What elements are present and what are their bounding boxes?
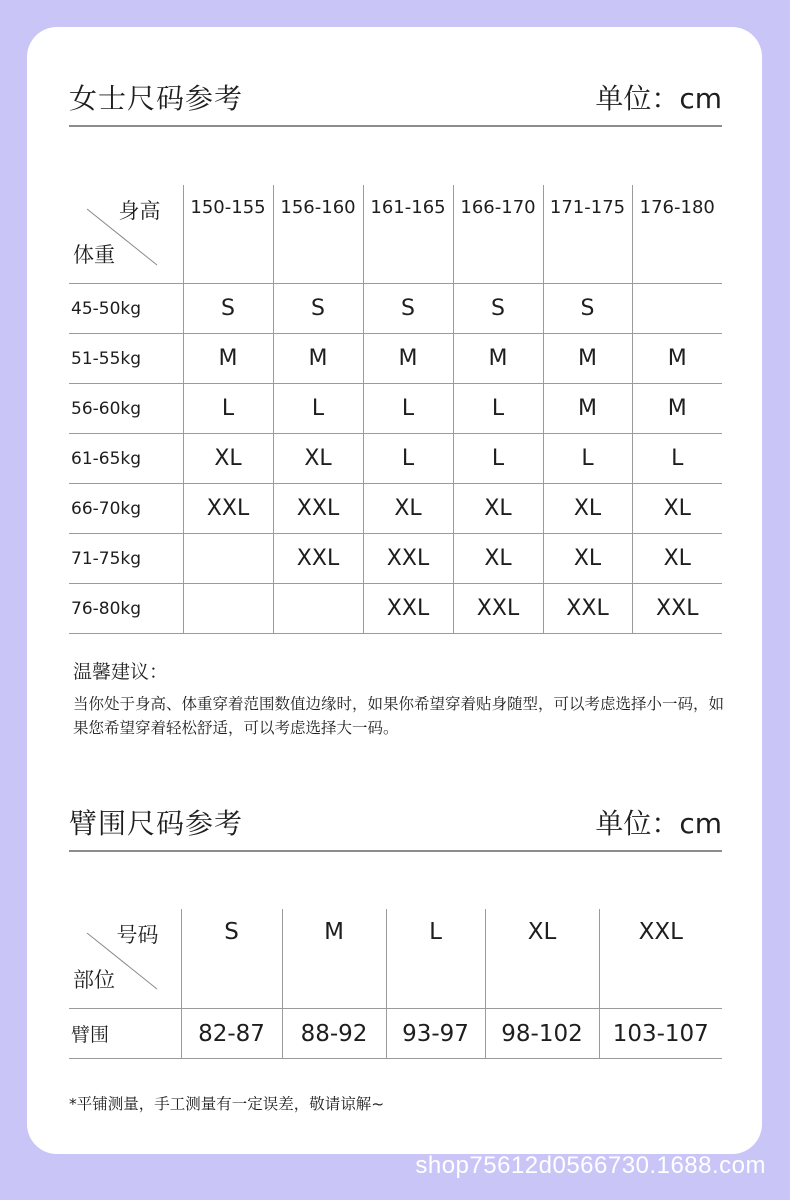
table-row xyxy=(69,584,722,634)
weight-label: 61-65kg xyxy=(69,434,183,484)
size-cell: L xyxy=(632,434,722,484)
size-cell: S xyxy=(453,284,543,334)
arm-size-header xyxy=(69,802,722,852)
arm-size-table xyxy=(69,909,722,1059)
arm-value-cell: 103-107 xyxy=(599,1009,722,1059)
tips-title: 温馨建议： xyxy=(73,661,169,683)
table-row xyxy=(69,1009,722,1059)
size-cell: XXL xyxy=(363,584,453,634)
height-header: 161-165 xyxy=(363,185,453,284)
table-row xyxy=(69,484,722,534)
size-cell: XL xyxy=(453,534,543,584)
size-cell: XL xyxy=(543,484,632,534)
size-cell: XL xyxy=(273,434,363,484)
arm-row-label: 臂围 xyxy=(69,1009,181,1059)
women-size-table xyxy=(69,185,722,634)
weight-label: 66-70kg xyxy=(69,484,183,534)
weight-label: 45-50kg xyxy=(69,284,183,334)
women-size-unit: 单位：cm xyxy=(595,82,722,115)
arm-size-title: 臂围尺码参考 xyxy=(69,807,244,840)
table-row xyxy=(69,334,722,384)
corner-size-label: 号码 xyxy=(116,923,159,947)
arm-size-section xyxy=(69,802,722,1047)
size-cell: S xyxy=(363,284,453,334)
women-size-section xyxy=(69,77,722,621)
weight-label: 56-60kg xyxy=(69,384,183,434)
size-cell: M xyxy=(543,384,632,434)
size-header: XXL xyxy=(599,909,722,1009)
corner-height-label: 身高 xyxy=(118,199,161,223)
size-cell: XL xyxy=(632,534,722,584)
size-cell: XXL xyxy=(453,584,543,634)
women-size-header xyxy=(69,77,722,127)
size-header: M xyxy=(282,909,386,1009)
arm-value-cell: 93-97 xyxy=(386,1009,485,1059)
size-cell: M xyxy=(363,334,453,384)
table-row xyxy=(69,384,722,434)
arm-value-cell: 88-92 xyxy=(282,1009,386,1059)
height-header: 156-160 xyxy=(273,185,363,284)
size-cell: XL xyxy=(632,484,722,534)
size-cell: XXL xyxy=(273,484,363,534)
height-header: 150-155 xyxy=(183,185,273,284)
corner-weight-label: 体重 xyxy=(73,243,115,267)
size-cell: L xyxy=(183,384,273,434)
size-cell: L xyxy=(363,384,453,434)
size-cell: XL xyxy=(183,434,273,484)
tips-body: 当你处于身高、体重穿着范围数值边缘时，如果你希望穿着贴身随型，可以考虑选择小一码，如果您希望穿着轻松舒适，可以考虑选择大一码。 xyxy=(73,695,725,737)
size-cell: M xyxy=(453,334,543,384)
tips-block xyxy=(73,657,733,740)
size-cell: M xyxy=(273,334,363,384)
women-size-header-row xyxy=(69,185,722,284)
measurement-footnote: *平铺测量，手工测量有一定误差，敬请谅解~ xyxy=(69,1095,385,1113)
size-cell: L xyxy=(363,434,453,484)
size-cell: M xyxy=(543,334,632,384)
weight-label: 76-80kg xyxy=(69,584,183,634)
size-cell: S xyxy=(273,284,363,334)
women-size-title: 女士尺码参考 xyxy=(69,82,244,115)
arm-value-cell: 98-102 xyxy=(485,1009,599,1059)
size-cell: M xyxy=(183,334,273,384)
size-cell: XXL xyxy=(632,584,722,634)
size-chart-card xyxy=(27,27,762,1154)
size-cell xyxy=(273,584,363,634)
size-cell: S xyxy=(183,284,273,334)
size-cell: M xyxy=(632,334,722,384)
size-cell xyxy=(183,534,273,584)
arm-corner-cell xyxy=(69,909,181,1009)
arm-size-unit: 单位：cm xyxy=(595,807,722,840)
size-header: S xyxy=(181,909,282,1009)
shop-watermark: shop75612d0566730.1688.com xyxy=(415,1152,766,1179)
height-header: 166-170 xyxy=(453,185,543,284)
size-cell xyxy=(183,584,273,634)
weight-label: 71-75kg xyxy=(69,534,183,584)
table-row xyxy=(69,284,722,334)
size-cell: S xyxy=(543,284,632,334)
size-cell: XXL xyxy=(273,534,363,584)
size-cell: L xyxy=(273,384,363,434)
size-cell: XL xyxy=(543,534,632,584)
arm-value-cell: 82-87 xyxy=(181,1009,282,1059)
arm-size-header-row xyxy=(69,909,722,1009)
size-cell: L xyxy=(453,384,543,434)
size-header: L xyxy=(386,909,485,1009)
size-cell: XL xyxy=(363,484,453,534)
size-cell xyxy=(632,284,722,334)
corner-part-label: 部位 xyxy=(73,968,115,992)
size-cell: L xyxy=(453,434,543,484)
size-header: XL xyxy=(485,909,599,1009)
height-header: 171-175 xyxy=(543,185,632,284)
size-cell: XXL xyxy=(543,584,632,634)
size-cell: XXL xyxy=(183,484,273,534)
table-row xyxy=(69,434,722,484)
size-cell: XL xyxy=(453,484,543,534)
table-row xyxy=(69,534,722,584)
women-corner-cell xyxy=(69,185,183,284)
size-cell: M xyxy=(632,384,722,434)
size-cell: XXL xyxy=(363,534,453,584)
size-cell: L xyxy=(543,434,632,484)
height-header: 176-180 xyxy=(632,185,722,284)
weight-label: 51-55kg xyxy=(69,334,183,384)
